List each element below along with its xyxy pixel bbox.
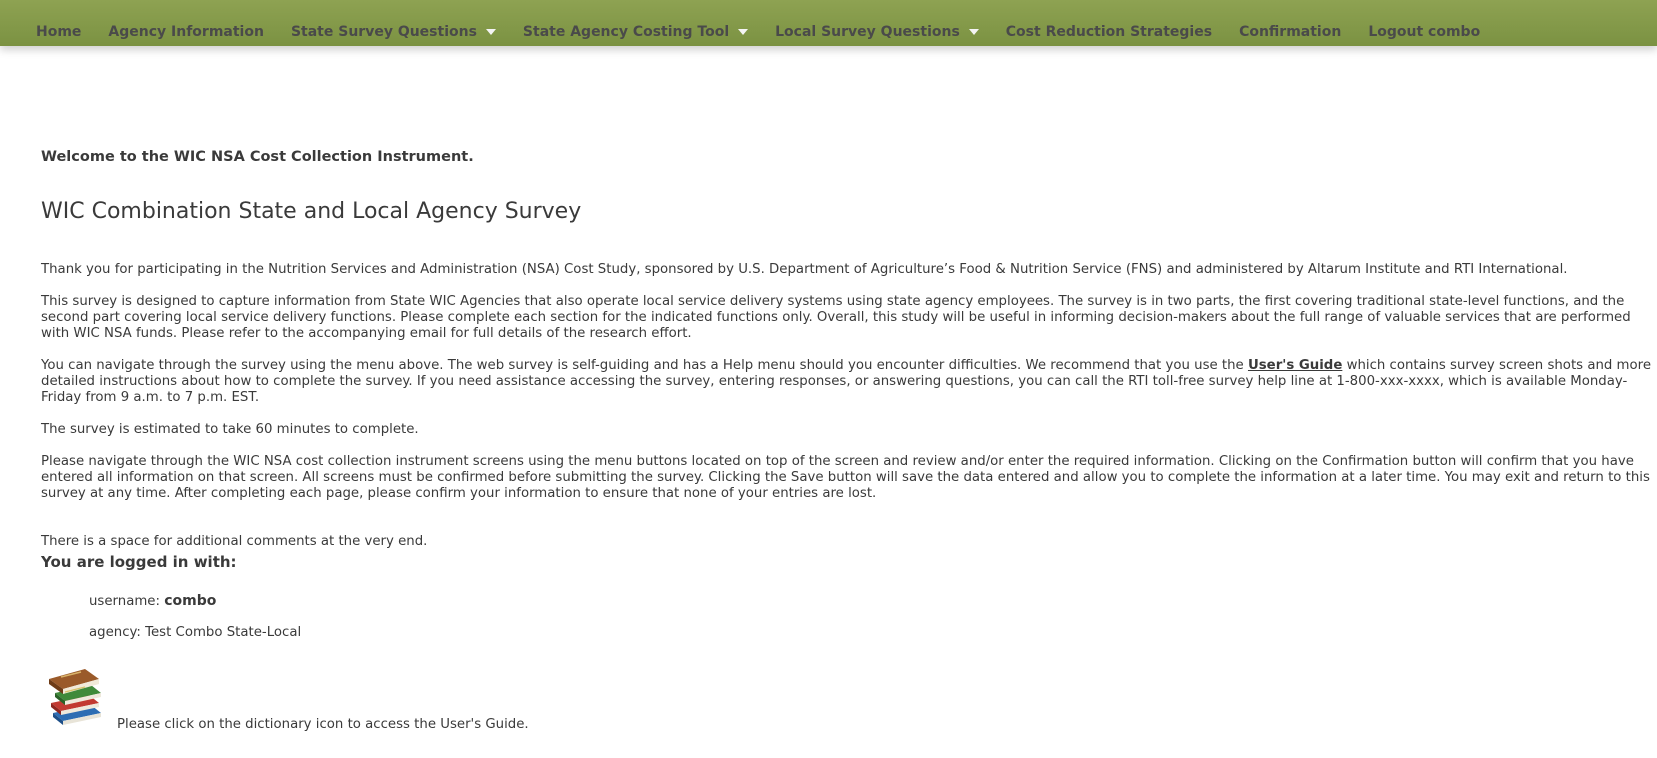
purpose-paragraph: This survey is designed to capture information from State WIC Agencies that also operate local service delivery systems using state agency employees. The survey is in two parts, the first covering traditional state-level functions, and the second part covering local service delivery functions. Please complete each section for the indicated functions only. Overall, this study will be useful in informing decision-makers about the full range of valuable services that are performed with WIC NSA funds. Please refer to the accompanying email for full details of the research effort. [41, 294, 1631, 341]
main-content [41, 149, 1657, 640]
instructions-paragraph: Please navigate through the WIC NSA cost collection instrument screens using the menu buttons located on top of the screen and review and/or enter the required information. Clicking on the Confirmation button will confirm that you have entered all information on that screen. All screens must be confirmed before submitting the survey. Clicking the Save button will save the data entered and allow you to complete the information at a later time. You may exit and return to this survey at any time. After completing each page, please confirm your information to ensure that none of your entries are lost. [41, 454, 1650, 501]
nav-confirmation[interactable] [1239, 24, 1341, 40]
nav-agency-information[interactable] [108, 24, 264, 40]
nav-state-survey-questions-label: State Survey Questions [290, 24, 477, 40]
nav-state-agency-costing-tool[interactable] [523, 24, 748, 40]
nav-home[interactable] [36, 24, 81, 40]
intro-paragraph: Thank you for participating in the Nutrition Services and Administration (NSA) Cost Study, sponsored by U.S. Department of Agriculture’s Food & Nutrition Service (FNS) and administered by Altarum Institute and RTI International. [41, 262, 1568, 277]
nav-confirmation-label: Confirmation [1239, 24, 1342, 40]
chevron-down-icon [969, 29, 979, 35]
nav-local-survey-questions-label: Local Survey Questions [775, 24, 960, 40]
nav-menu [36, 22, 1507, 42]
agency-row [89, 625, 301, 641]
chevron-down-icon [738, 29, 748, 35]
top-navbar [0, 0, 1657, 46]
book-stack [49, 669, 101, 725]
chevron-down-icon [486, 29, 496, 35]
duration-paragraph: The survey is estimated to take 60 minutes to complete. [41, 422, 419, 437]
comments-note: There is a space for additional comments at the very end. [41, 534, 428, 549]
nav-cost-reduction-strategies[interactable] [1006, 24, 1212, 40]
navigation-text-after: which contains survey screen shots and more detailed instructions about how to complete the survey. If you need assistance accessing the survey, entering responses, or answering questions, you can call the RTI toll-free survey help line at 1-800-xxx-xxxx, which is available Monday-Friday from 9 a.m. to 7 p.m. EST. [41, 358, 1651, 405]
navigation-text-before: You can navigate through the survey using the menu above. The web survey is self-guiding and has a Help menu should you encounter difficulties. We recommend that you use the [41, 358, 1248, 373]
page-title: WIC Combination State and Local Agency Survey [41, 199, 582, 224]
username-label: username: [89, 594, 165, 609]
nav-logout-label: Logout combo [1368, 24, 1481, 40]
logged-in-heading: You are logged in with: [41, 553, 237, 571]
nav-cost-reduction-strategies-label: Cost Reduction Strategies [1005, 24, 1213, 40]
welcome-message: Welcome to the WIC NSA Cost Collection Instrument. [41, 149, 474, 165]
users-guide-link[interactable]: User's Guide [1247, 358, 1343, 373]
agency-label: agency: [89, 625, 146, 640]
nav-state-survey-questions[interactable] [291, 24, 496, 40]
dictionary-books-icon[interactable] [47, 667, 105, 725]
nav-local-survey-questions[interactable] [775, 24, 979, 40]
agency-value: Test Combo State-Local [145, 625, 302, 640]
guide-instruction: Please click on the dictionary icon to access the User's Guide. [117, 717, 529, 732]
nav-home-label: Home [36, 24, 82, 40]
nav-state-agency-costing-tool-label: State Agency Costing Tool [522, 24, 730, 40]
nav-agency-information-label: Agency Information [108, 24, 264, 40]
nav-logout[interactable] [1368, 24, 1480, 40]
username-value: combo [164, 593, 217, 609]
username-row [89, 593, 216, 610]
navigation-paragraph [41, 358, 1657, 406]
